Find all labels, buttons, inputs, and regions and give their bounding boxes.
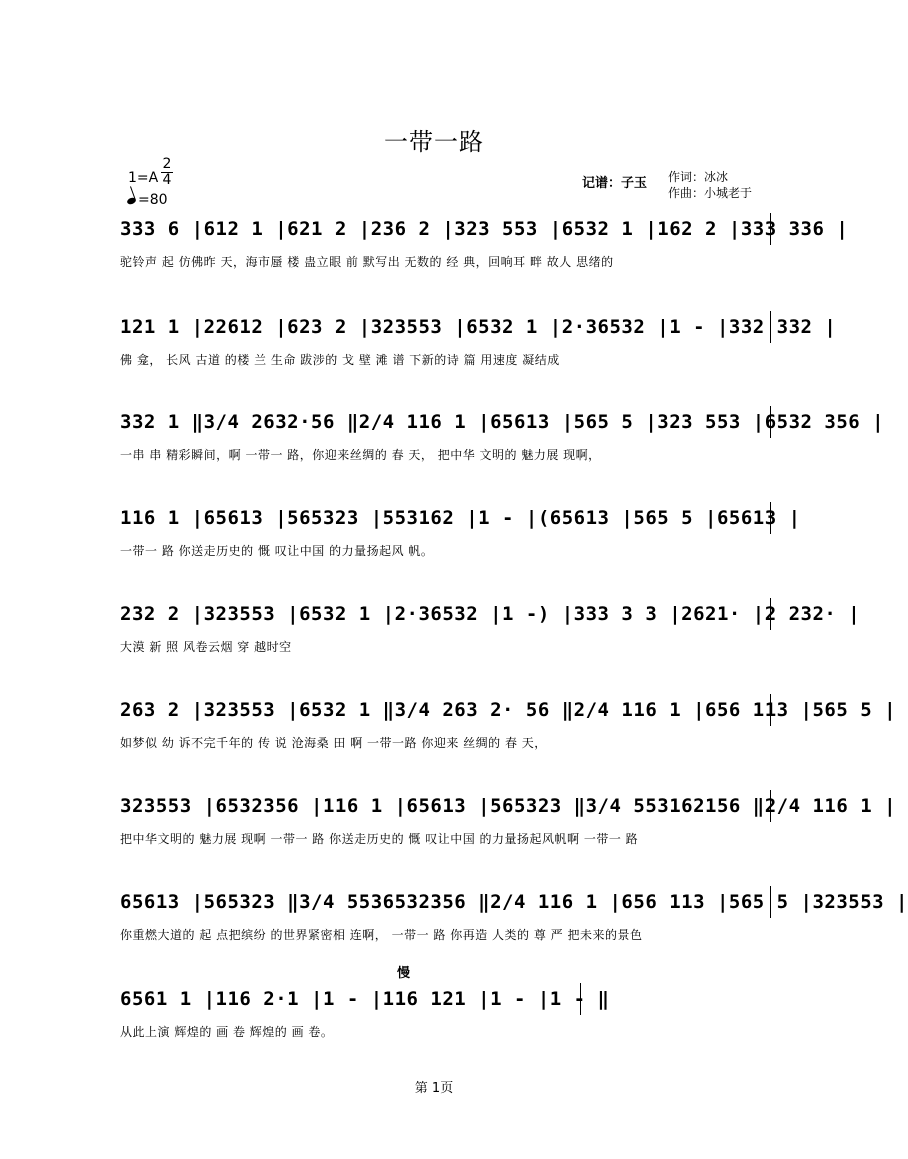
key-signature: 1=A — [128, 170, 159, 186]
quarter-note-icon — [126, 197, 137, 206]
lyrics-row: 你重燃大道的 起 点把缤纷 的世界紧密相 连啊， 一带一 路 你再造 人类的 尊 严 把未来的景色 — [120, 928, 643, 942]
song-title: 一带一路 — [384, 128, 484, 156]
composer-credit: 作曲：小城老于 — [668, 186, 753, 200]
notation-row: 263 2 |323553 |6532 1 ‖3/4 263 2· 56 ‖2/4 116 1 |656 113 |565 5 | — [120, 694, 771, 726]
notation-row: 65613 |565323 ‖3/4 5536532356 ‖2/4 116 1 |656 113 |565 5 |323553 | — [120, 886, 771, 918]
meter-top: 2 — [162, 156, 172, 172]
time-signature — [160, 157, 174, 188]
notation-row: 6561 1 |116 2·1 |1 - |116 121 |1 - |1 - ‖ — [120, 983, 581, 1015]
recorder-credit: 记谱：子玉 — [582, 176, 648, 191]
lyrics-row: 把中华文明的 魅力展 现啊 一带一 路 你送走历史的 慨 叹让中国 的力量扬起风帆啊 一带一 路 — [120, 832, 639, 846]
page-number: 第 1页 — [414, 1081, 454, 1096]
notation-row: 116 1 |65613 |565323 |553162 |1 - |(65613 |565 5 |65613 | — [120, 502, 771, 534]
lyrics-row: 佛 龛， 长风 古道 的楼 兰 生命 跋涉的 戈 壁 滩 谱 下新的诗 篇 用速度 凝结成 — [120, 353, 560, 367]
lyrics-row: 如梦似 幼 诉不完千年的 传 说 沧海桑 田 啊 一带一路 你迎来 丝绸的 春 天， — [120, 736, 547, 750]
notation-row: 232 2 |323553 |6532 1 |2·36532 |1 -) |333 3 3 |2621· |2 232· | — [120, 598, 771, 630]
lyrics-row: 从此上演 辉煌的 画 卷 辉煌的 画 卷。 — [120, 1025, 334, 1039]
notation-row: 333 6 |612 1 |621 2 |236 2 |323 553 |6532 1 |162 2 |333 336 | — [120, 213, 771, 245]
tempo-value: =80 — [138, 192, 168, 208]
tempo-mark — [127, 192, 168, 208]
lyricist-credit: 作词：冰冰 — [668, 170, 729, 184]
notation-row: 121 1 |22612 |623 2 |323553 |6532 1 |2·36532 |1 - |332 332 | — [120, 311, 771, 343]
lyrics-row: 一带一 路 你送走历史的 慨 叹让中国 的力量扬起风 帆。 — [120, 544, 434, 558]
notation-row: 323553 |6532356 |116 1 |65613 |565323 ‖3/4 553162156 ‖2/4 116 1 | — [120, 790, 771, 822]
tempo-slow-mark: 慢 — [397, 966, 411, 981]
lyrics-row: 大漠 新 照 风卷云烟 穿 越时空 — [120, 640, 292, 654]
meter-bottom: 4 — [162, 172, 172, 188]
lyrics-row: 一串 串 精彩瞬间，啊 一带一 路，你迎来丝绸的 春 天， 把中华 文明的 魅力展 现啊， — [120, 448, 601, 462]
notation-row: 332 1 ‖3/4 2632·56 ‖2/4 116 1 |65613 |565 5 |323 553 |6532 356 | — [120, 406, 771, 438]
lyrics-row: 驼铃声 起 仿佛昨 天，海市蜃 楼 蛊立眼 前 默写出 无数的 经 典，回响耳 畔 故人 思绪的 — [120, 255, 614, 269]
